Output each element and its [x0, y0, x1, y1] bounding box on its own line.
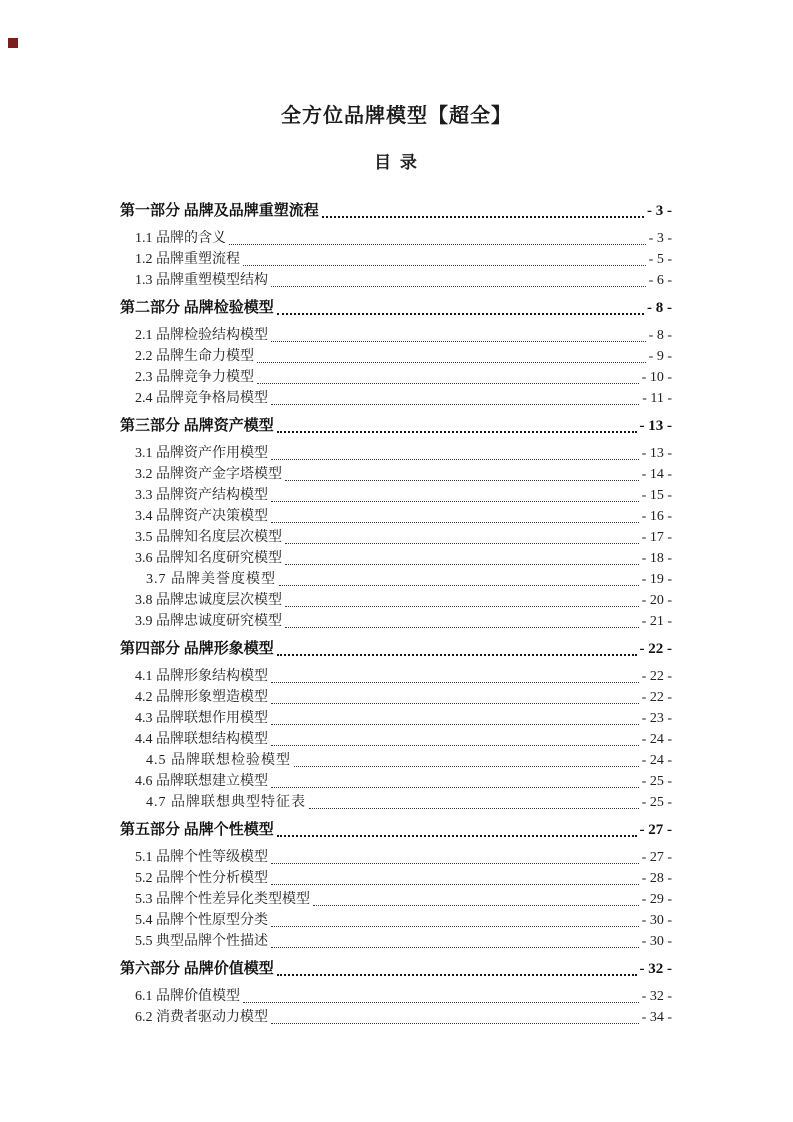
toc-page-number: - 24 -: [641, 753, 672, 768]
toc-page-number: - 29 -: [641, 892, 672, 907]
dot-leader: [271, 404, 639, 405]
dot-leader: [294, 766, 639, 767]
dot-leader: [271, 459, 639, 460]
toc-item-label: 4.5 品牌联想检验模型: [146, 753, 291, 768]
toc-page-number: - 28 -: [641, 871, 672, 886]
toc-section-row: [120, 958, 672, 980]
toc-page-number: - 9 -: [648, 349, 672, 364]
toc-page-number: - 3 -: [647, 203, 672, 219]
toc-section-title: 第三部分 品牌资产模型: [120, 418, 274, 434]
toc-page-number: - 32 -: [641, 989, 672, 1004]
dot-leader: [271, 341, 646, 342]
toc-item-row: [120, 367, 672, 388]
dot-leader: [271, 1023, 639, 1024]
dot-leader: [257, 362, 646, 363]
toc-section-row: [120, 415, 672, 437]
toc-page-number: - 8 -: [648, 328, 672, 343]
toc-page-number: - 30 -: [641, 913, 672, 928]
toc-page-number: - 30 -: [641, 934, 672, 949]
toc-item-label: 4.1 品牌形象结构模型: [135, 669, 268, 684]
dot-leader: [271, 522, 639, 523]
dot-leader: [271, 926, 639, 927]
toc-item-row: [120, 792, 672, 813]
toc-item-label: 5.4 品牌个性原型分类: [135, 913, 268, 928]
toc-item-row: [120, 847, 672, 868]
toc-item-label: 4.6 品牌联想建立模型: [135, 774, 268, 789]
dot-leader: [285, 480, 639, 481]
toc-section-title: 第一部分 品牌及品牌重塑流程: [120, 203, 319, 219]
toc-list: [120, 200, 672, 1028]
dot-leader: [285, 543, 639, 544]
dot-leader: [271, 863, 639, 864]
dot-leader: [277, 654, 637, 656]
toc-item-label: 3.6 品牌知名度研究模型: [135, 551, 282, 566]
toc-item-row: [120, 931, 672, 952]
toc-page-number: - 8 -: [647, 300, 672, 316]
toc-item-row: [120, 388, 672, 409]
dot-leader: [309, 808, 639, 809]
toc-item-row: [120, 1007, 672, 1028]
toc-page-number: - 22 -: [639, 641, 672, 657]
toc-item-row: [120, 868, 672, 889]
dot-leader: [277, 431, 637, 433]
toc-page-number: - 27 -: [641, 850, 672, 865]
toc-item-label: 3.3 品牌资产结构模型: [135, 488, 268, 503]
toc-page-number: - 24 -: [641, 732, 672, 747]
toc-item-row: [120, 485, 672, 506]
dot-leader: [277, 835, 637, 837]
dot-leader: [271, 501, 639, 502]
dot-leader: [271, 724, 639, 725]
toc-item-row: [120, 611, 672, 632]
toc-item-row: [120, 443, 672, 464]
toc-item-label: 2.4 品牌竞争格局模型: [135, 391, 268, 406]
toc-page-number: - 13 -: [639, 418, 672, 434]
toc-page-number: - 22 -: [641, 669, 672, 684]
toc-item-row: [120, 729, 672, 750]
toc-item-row: [120, 228, 672, 249]
toc-item-row: [120, 986, 672, 1007]
toc-page-number: - 34 -: [641, 1010, 672, 1025]
toc-page-number: - 15 -: [641, 488, 672, 503]
toc-section-title: 第二部分 品牌检验模型: [120, 300, 274, 316]
toc-page-number: - 11 -: [642, 391, 672, 406]
toc-item-row: [120, 708, 672, 729]
toc-item-label: 1.2 品牌重塑流程: [135, 252, 240, 267]
toc-item-row: [120, 270, 672, 291]
toc-item-row: [120, 548, 672, 569]
toc-page-number: - 5 -: [648, 252, 672, 267]
toc-item-label: 6.2 消费者驱动力模型: [135, 1010, 268, 1025]
dot-leader: [257, 383, 639, 384]
toc-item-label: 4.7 品牌联想典型特征表: [146, 795, 306, 810]
toc-page-number: - 16 -: [641, 509, 672, 524]
toc-page-number: - 25 -: [641, 795, 672, 810]
toc-item-label: 4.2 品牌形象塑造模型: [135, 690, 268, 705]
toc-item-label: 5.2 品牌个性分析模型: [135, 871, 268, 886]
document-title: 全方位品牌模型【超全】: [281, 105, 512, 127]
red-square-marker: [8, 38, 18, 48]
toc-item-label: 5.5 典型品牌个性描述: [135, 934, 268, 949]
dot-leader: [277, 974, 637, 976]
dot-leader: [285, 606, 639, 607]
toc-item-row: [120, 527, 672, 548]
dot-leader: [322, 216, 644, 218]
toc-section-title: 第五部分 品牌个性模型: [120, 822, 274, 838]
toc-page-number: - 14 -: [641, 467, 672, 482]
toc-page-number: - 23 -: [641, 711, 672, 726]
toc-page-number: - 3 -: [648, 231, 672, 246]
toc-item-row: [120, 325, 672, 346]
toc-item-row: [120, 687, 672, 708]
toc-page-number: - 25 -: [641, 774, 672, 789]
dot-leader: [313, 905, 639, 906]
toc-item-label: 3.8 品牌忠诚度层次模型: [135, 593, 282, 608]
toc-section-row: [120, 638, 672, 660]
toc-item-row: [120, 249, 672, 270]
toc-item-row: [120, 771, 672, 792]
dot-leader: [271, 703, 639, 704]
dot-leader: [271, 947, 639, 948]
toc-item-row: [120, 590, 672, 611]
toc-item-label: 2.1 品牌检验结构模型: [135, 328, 268, 343]
toc-item-label: 2.3 品牌竞争力模型: [135, 370, 254, 385]
toc-item-label: 1.1 品牌的含义: [135, 231, 226, 246]
toc-item-label: 6.1 品牌价值模型: [135, 989, 240, 1004]
toc-section-row: [120, 297, 672, 319]
toc-page-number: - 22 -: [641, 690, 672, 705]
dot-leader: [243, 265, 646, 266]
toc-item-row: [120, 569, 672, 590]
toc-item-row: [120, 889, 672, 910]
toc-page-number: - 32 -: [639, 961, 672, 977]
toc-item-label: 3.2 品牌资产金字塔模型: [135, 467, 282, 482]
toc-item-label: 3.9 品牌忠诚度研究模型: [135, 614, 282, 629]
toc-page-number: - 27 -: [639, 822, 672, 838]
dot-leader: [271, 682, 639, 683]
dot-leader: [279, 585, 639, 586]
dot-leader: [285, 564, 639, 565]
toc-page-number: - 21 -: [641, 614, 672, 629]
toc-page-number: - 20 -: [641, 593, 672, 608]
dot-leader: [271, 286, 646, 287]
toc-item-label: 4.4 品牌联想结构模型: [135, 732, 268, 747]
toc-section-row: [120, 200, 672, 222]
toc-item-row: [120, 346, 672, 367]
toc-item-label: 3.4 品牌资产决策模型: [135, 509, 268, 524]
dot-leader: [271, 787, 639, 788]
toc-item-row: [120, 506, 672, 527]
toc-item-label: 5.3 品牌个性差异化类型模型: [135, 892, 310, 907]
toc-item-label: 5.1 品牌个性等级模型: [135, 850, 268, 865]
dot-leader: [243, 1002, 639, 1003]
toc-item-row: [120, 750, 672, 771]
dot-leader: [271, 884, 639, 885]
toc-page-number: - 6 -: [648, 273, 672, 288]
toc-section-title: 第六部分 品牌价值模型: [120, 961, 274, 977]
toc-item-row: [120, 910, 672, 931]
dot-leader: [285, 627, 639, 628]
dot-leader: [271, 745, 639, 746]
toc-item-label: 3.1 品牌资产作用模型: [135, 446, 268, 461]
toc-page-number: - 17 -: [641, 530, 672, 545]
toc-page-number: - 19 -: [641, 572, 672, 587]
toc-item-label: 3.5 品牌知名度层次模型: [135, 530, 282, 545]
toc-item-label: 1.3 品牌重塑模型结构: [135, 273, 268, 288]
toc-item-label: 2.2 品牌生命力模型: [135, 349, 254, 364]
toc-heading: 目 录: [374, 153, 419, 172]
toc-section-title: 第四部分 品牌形象模型: [120, 641, 274, 657]
toc-item-label: 4.3 品牌联想作用模型: [135, 711, 268, 726]
dot-leader: [229, 244, 646, 245]
toc-page-number: - 18 -: [641, 551, 672, 566]
toc-item-label: 3.7 品牌美誉度模型: [146, 572, 276, 587]
toc-page-number: - 13 -: [641, 446, 672, 461]
toc-page-number: - 10 -: [641, 370, 672, 385]
toc-item-row: [120, 464, 672, 485]
dot-leader: [277, 313, 644, 315]
toc-section-row: [120, 819, 672, 841]
toc-item-row: [120, 666, 672, 687]
